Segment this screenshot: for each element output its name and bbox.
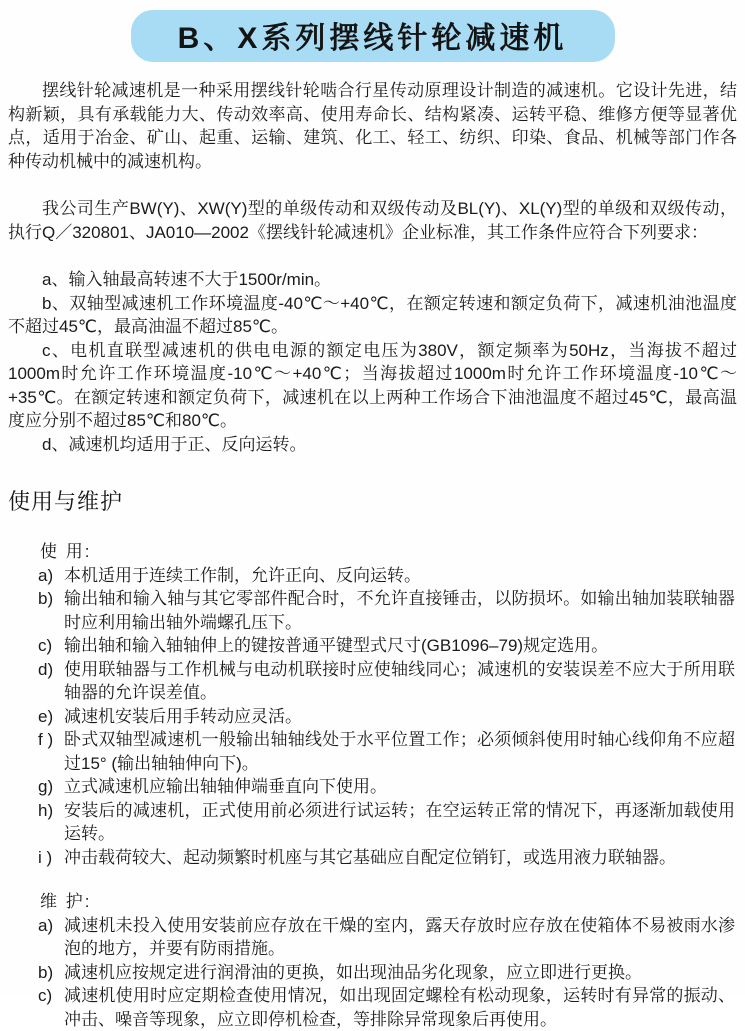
usage-item	[38, 587, 735, 634]
usage-item	[38, 705, 735, 729]
condition-item-d: d、减速机均适用于正、反向运转。	[8, 433, 737, 457]
item-text: 输出轴和输入轴轴伸上的键按普通平键型式尺寸(GB1096–79)规定选用。	[64, 634, 735, 658]
item-text: 减速机应按规定进行润滑油的更换，如出现油品劣化现象，应立即进行更换。	[64, 961, 735, 985]
usage-item	[38, 658, 735, 705]
maintenance-item	[38, 961, 735, 985]
maintenance-item	[38, 914, 735, 961]
usage-list	[38, 564, 735, 870]
intro-paragraph-2: 我公司生产BW(Y)、XW(Y)型的单级传动和双级传动及BL(Y)、XL(Y)型的单级和双级传动，执行Q／320801、JA010—2002《摆线针轮减速机》企业标准，其工作条件应符合下列要求：	[8, 197, 737, 244]
item-marker: e)	[38, 705, 64, 729]
item-text: 安装后的减速机，正式使用前必须进行试运转；在空运转正常的情况下，再逐渐加载使用运转。	[64, 799, 735, 846]
condition-item-a: a、输入轴最高转速不大于1500r/min。	[8, 268, 737, 292]
condition-item-c: c、电机直联型减速机的供电电源的额定电压为380V，额定频率为50Hz，当海拔不超过1000m时允许工作环境温度-10℃～+40℃；当海拔超过1000m时允许工作环境温度-10℃～+35℃。在额定转速和额定负荷下，减速机在以上两种工作场合下油池温度不超过45℃，最高温度应分别不超过85℃和80℃。	[8, 339, 737, 433]
item-text: 冲击载荷较大、起动频繁时机座与其它基础应自配定位销钉，或选用液力联轴器。	[64, 846, 735, 870]
item-marker: b)	[38, 587, 64, 611]
usage-item	[38, 728, 735, 775]
usage-item	[38, 634, 735, 658]
item-marker: g)	[38, 775, 64, 799]
page-title: B、X系列摆线针轮减速机	[131, 10, 615, 62]
intro-section	[8, 79, 737, 456]
usage-label: 使 用:	[40, 540, 737, 564]
maintenance-label: 维 护:	[40, 890, 737, 914]
item-text: 输出轴和输入轴与其它零部件配合时，不允许直接锤击，以防损坏。如输出轴加装联轴器时应利用输出轴外端螺孔压下。	[64, 587, 735, 634]
item-marker: a)	[38, 564, 64, 588]
maintenance-list	[38, 914, 735, 1031]
item-marker: i )	[38, 846, 64, 870]
item-marker: a)	[38, 914, 64, 938]
usage-item	[38, 775, 735, 799]
item-text: 卧式双轴型减速机一般输出轴轴线处于水平位置工作；必须倾斜使用时轴心线仰角不应超过15° (输出轴轴伸向下)。	[64, 728, 735, 775]
usage-item	[38, 846, 735, 870]
item-marker: c)	[38, 984, 64, 1008]
usage-item	[38, 799, 735, 846]
condition-item-b: b、双轴型减速机工作环境温度-40℃～+40℃，在额定转速和额定负荷下，减速机油池温度不超过45℃，最高油温不超过85℃。	[8, 292, 737, 339]
item-marker: b)	[38, 961, 64, 985]
item-text: 本机适用于连续工作制，允许正向、反向运转。	[64, 564, 735, 588]
item-marker: h)	[38, 799, 64, 823]
working-conditions-list	[8, 268, 737, 456]
item-text: 使用联轴器与工作机械与电动机联接时应使轴线同心；减速机的安装误差不应大于所用联轴器的允许误差值。	[64, 658, 735, 705]
usage-item	[38, 564, 735, 588]
item-marker: c)	[38, 634, 64, 658]
intro-paragraph-1: 摆线针轮减速机是一种采用摆线针轮啮合行星传动原理设计制造的减速机。它设计先进，结构新颖，具有承载能力大、传动效率高、使用寿命长、结构紧凑、运转平稳、维修方便等显著优点，适用于冶金、矿山、起重、运输、建筑、化工、轻工、纺织、印染、食品、机械等部门作各种传动机械中的减速机构。	[8, 79, 737, 173]
item-text: 减速机未投入使用安装前应存放在干燥的室内，露天存放时应存放在使箱体不易被雨水渗泡的地方，并要有防雨措施。	[64, 914, 735, 961]
section-heading-usage-maintenance: 使用与维护	[8, 485, 737, 516]
item-text: 减速机使用时应定期检查使用情况，如出现固定螺栓有松动现象，运转时有异常的振动、冲击、噪音等现象，应立即停机检查，等排除异常现象后再使用。	[64, 984, 735, 1031]
item-marker: d)	[38, 658, 64, 682]
maintenance-item	[38, 984, 735, 1031]
item-marker: f )	[38, 728, 64, 752]
item-text: 减速机安装后用手转动应灵活。	[64, 705, 735, 729]
item-text: 立式减速机应输出轴轴伸端垂直向下使用。	[64, 775, 735, 799]
